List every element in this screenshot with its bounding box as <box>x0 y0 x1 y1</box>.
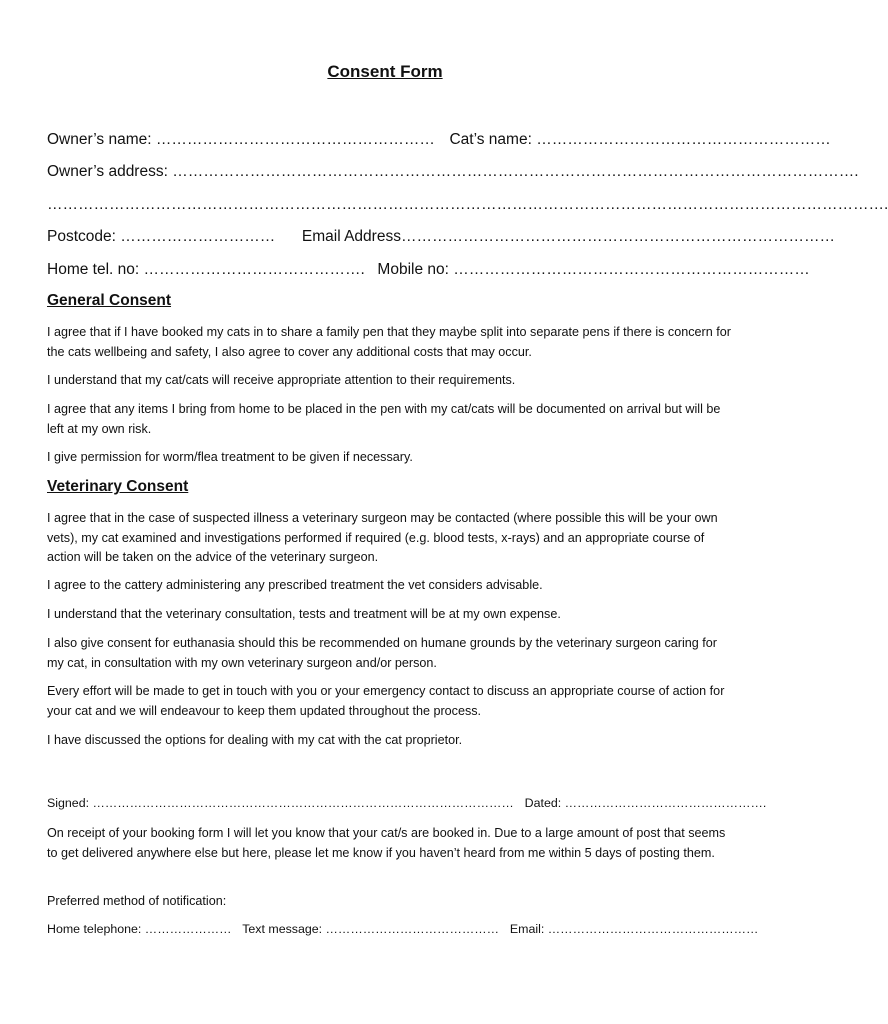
email-field: Email: …………………………………………… <box>509 922 759 936</box>
general-consent-paragraph-2: I understand that my cat/cats will receive appropriate attention to their requirements. <box>47 373 516 387</box>
notification-methods-row <box>47 922 759 936</box>
postcode-email-row <box>47 228 835 246</box>
postcode-field: Postcode: ………………………… <box>47 228 276 245</box>
veterinary-consent-paragraph-4: I also give consent for euthanasia should this be recommended on humane grounds by the veterinary surgeon caring for my cat, in consultation with my own veterinary surgeon and/or person. <box>47 636 717 670</box>
signature-row <box>47 796 767 810</box>
veterinary-consent-paragraph-2: I agree to the cattery administering any prescribed treatment the vet considers advisable. <box>47 578 543 592</box>
general-consent-paragraph-4: I give permission for worm/flea treatment to be given if necessary. <box>47 450 413 464</box>
veterinary-consent-heading: Veterinary Consent <box>47 478 189 495</box>
veterinary-consent-paragraph-3: I understand that the veterinary consultation, tests and treatment will be at my own expense. <box>47 607 561 621</box>
home-telephone-field: Home telephone: ………………… <box>47 922 232 936</box>
owner-address-field: Owner’s address: ……………………………………………………………………………………………………………………. <box>47 163 859 180</box>
general-consent-heading: General Consent <box>47 292 172 309</box>
dated-field: Dated: …………………………………………. <box>524 796 767 810</box>
preferred-notification-label: Preferred method of notification: <box>47 894 227 908</box>
signed-field: Signed: ………………………………………………………………………………………… <box>47 796 514 810</box>
address-line-2: ………………………………………………………………………………………………………………………………………………. <box>47 196 888 213</box>
owner-name-field: Owner’s name: ……………………………………………… <box>47 131 435 148</box>
text-message-field: Text message: …………………………………… <box>242 922 500 936</box>
page-title: Consent Form <box>327 62 443 81</box>
general-consent-paragraph-3: I agree that any items I bring from home to be placed in the pen with my cat/cats will be documented on arrival but will be left at my own risk. <box>47 402 721 436</box>
veterinary-consent-paragraph-1: I agree that in the case of suspected illness a veterinary surgeon may be contacted (where possible this will be your own vets), my cat examined and investigations performed if required (e.g. blood tests, x-rays) and an appropriate course of action will be taken on the advice of the veterinary surgeon. <box>47 511 718 564</box>
email-address-field: Email Address………………………………………………………………………… <box>301 228 835 245</box>
cat-name-field: Cat’s name: ………………………………………………… <box>449 131 831 148</box>
veterinary-consent-paragraph-5: Every effort will be made to get in touch with you or your emergency contact to discuss an appropriate course of action for your cat and we will endeavour to keep them updated throughout the process. <box>47 684 725 718</box>
owner-cat-name-row <box>47 131 831 149</box>
veterinary-consent-paragraph-6: I have discussed the options for dealing with my cat with the cat proprietor. <box>47 733 463 747</box>
booking-receipt-paragraph: On receipt of your booking form I will let you know that your cat/s are booked in. Due to a large amount of post that seems to get delivered anywhere else but here, please let me know if you haven’t heard from me within 5 days of posting them. <box>47 826 726 860</box>
phone-row <box>47 261 810 279</box>
home-tel-field: Home tel. no: ……………………………………. <box>47 261 365 278</box>
mobile-field: Mobile no: …………………………………………………………… <box>377 261 810 278</box>
general-consent-paragraph-1: I agree that if I have booked my cats in to share a family pen that they maybe split into separate pens if there is concern for the cats wellbeing and safety, I also agree to cover any additional costs that may occur. <box>47 325 731 359</box>
